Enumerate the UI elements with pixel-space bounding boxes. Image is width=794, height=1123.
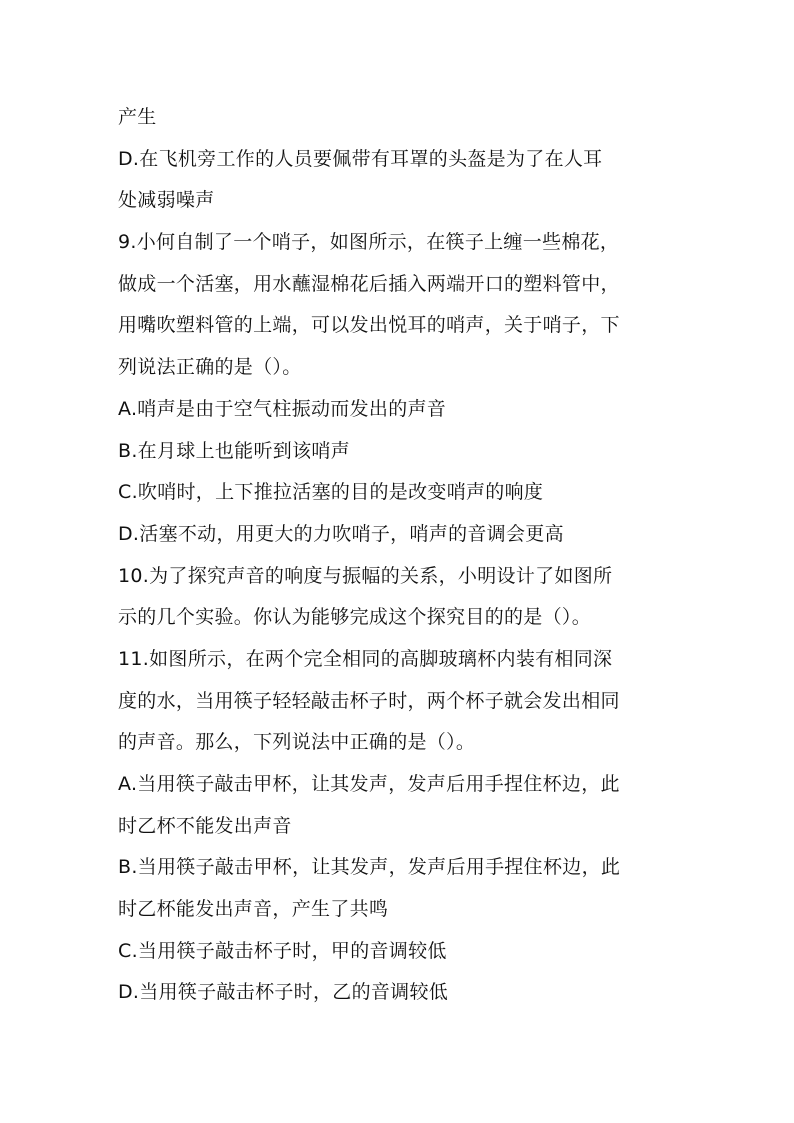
option-a-line: A.当用筷子敲击甲杯，让其发声，发声后用手捏住杯边，此: [118, 773, 620, 795]
text-line: 做成一个活塞，用水蘸湿棉花后插入两端开口的塑料管中，: [118, 272, 620, 295]
text-line: 用嘴吹塑料管的上端，可以发出悦耳的哨声，关于哨子，下: [118, 314, 620, 337]
question-10-line: 10.为了探究声音的响度与振幅的关系，小明设计了如图所: [118, 564, 613, 587]
option-c-line: C.吹哨时，上下推拉活塞的目的是改变哨声的响度: [118, 481, 544, 504]
option-a-line: A.哨声是由于空气柱振动而发出的声音: [118, 397, 447, 420]
option-b-line: B.在月球上也能听到该哨声: [118, 439, 350, 462]
document-body: [118, 103, 688, 1020]
text-line: 时乙杯能发出声音，产生了共鸣: [118, 898, 389, 921]
text-line: 产生: [118, 106, 157, 128]
text-line: 的声音。那么，下列说法中正确的是（）。: [118, 731, 476, 754]
option-d-line: D.当用筷子敲击杯子时，乙的音调较低: [118, 981, 449, 1004]
question-9-line: 9.小何自制了一个哨子，如图所示，在筷子上缠一些棉花，: [118, 231, 620, 254]
option-d-line: D.在飞机旁工作的人员要佩带有耳罩的头盔是为了在人耳: [118, 147, 603, 170]
option-d-line: D.活塞不动，用更大的力吹哨子，哨声的音调会更高: [118, 522, 564, 545]
text-line: 示的几个实验。你认为能够完成这个探究目的的是（）。: [118, 606, 592, 629]
text-line: 列说法正确的是（）。: [118, 356, 302, 379]
question-11-line: 11.如图所示，在两个完全相同的高脚玻璃杯内装有相同深: [118, 647, 613, 670]
text-line: 度的水，当用筷子轻轻敲击杯子时，两个杯子就会发出相同: [118, 689, 620, 712]
option-b-line: B.当用筷子敲击甲杯，让其发声，发声后用手捏住杯边，此: [118, 856, 621, 879]
option-c-line: C.当用筷子敲击杯子时，甲的音调较低: [118, 939, 447, 962]
text-line: 时乙杯不能发出声音: [118, 814, 292, 837]
text-line: 处减弱噪声: [118, 189, 215, 212]
